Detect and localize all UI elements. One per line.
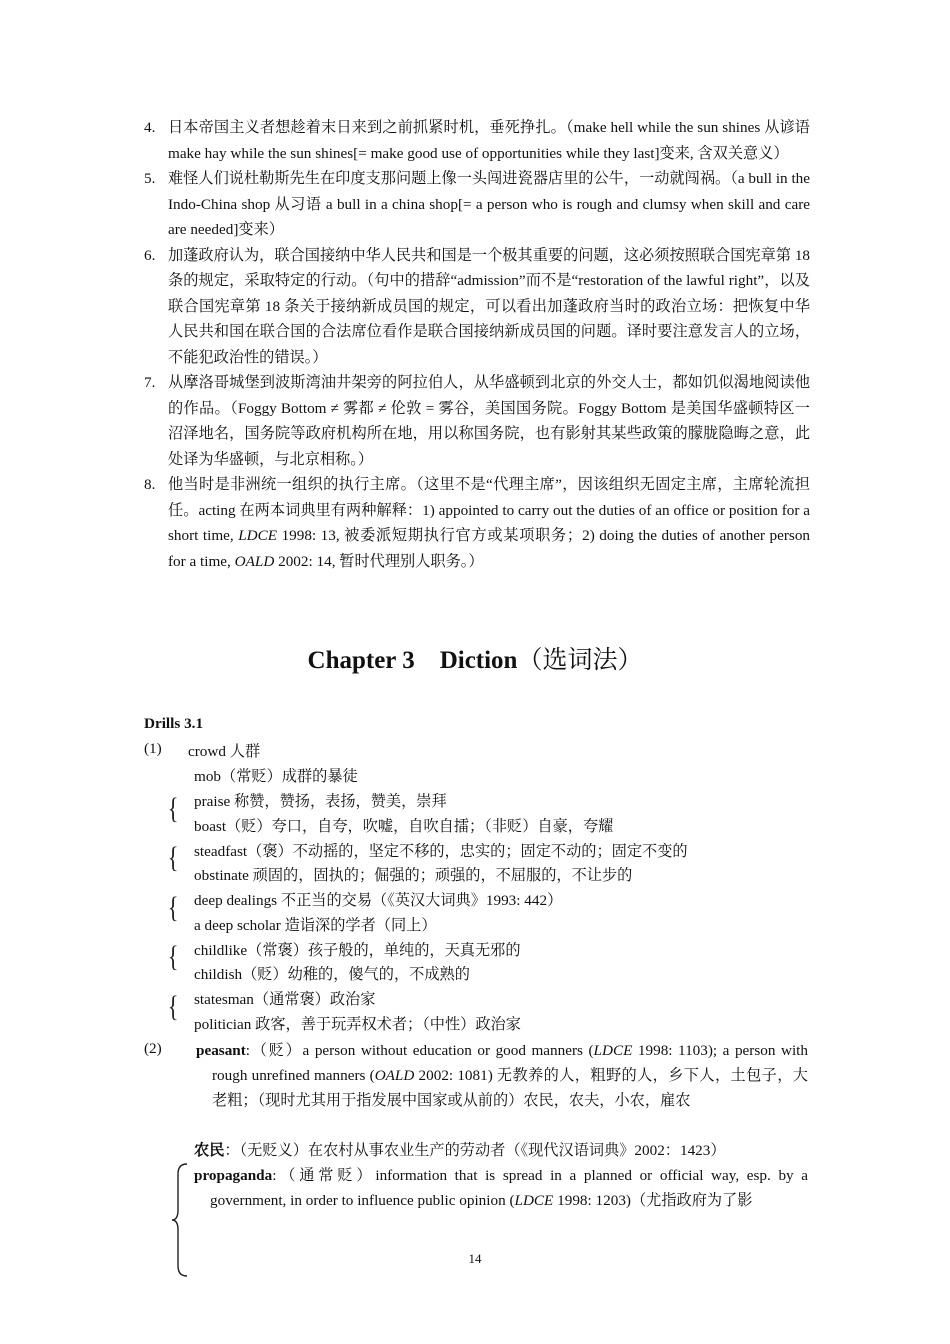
definition-part: 2002: 1081) 无教养的人，粗野的人，乡下人，土包子，大老粗；（现时尤其用于指发展中国家或从前的）农民，农夫，小农，雇农 — [212, 1067, 808, 1109]
note-text: 加蓬政府认为，联合国接纳中华人民共和国是一个极其重要的问题，这必须按照联合国宪章第 18 条的规定，采取特定的行动。（句中的措辞“admission”而不是“restoration of the lawful right”，以及联合国宪章第 18 条关于接纳新成员国的规定，可以看出加蓬政府当时的政治立场：把恢复中华人民共和国在联合国的合法席位看作是联合国接纳新成员国的问题。译时要注意发言人的立场，不能犯政治性的错误。） — [168, 246, 810, 366]
word-steadfast: steadfast（褒）不动摇的，坚定不移的，忠实的；固定不动的；固定不变的 — [194, 843, 688, 860]
note-number: 7. — [144, 374, 156, 391]
word-politician: politician 政客，善于玩弄权术者；（中性）政治家 — [194, 1016, 521, 1033]
reference-ldce: LDCE — [238, 527, 278, 544]
headword-propaganda: propaganda — [194, 1167, 273, 1184]
definition-part: 1998: 1103); a person with rough unrefined manners ( — [212, 1042, 808, 1084]
word-childlike: childlike（常褒）孩子般的，单纯的，天真无邪的 — [194, 942, 521, 959]
note-8 — [144, 472, 810, 574]
note-text — [168, 472, 810, 574]
word-obstinate: obstinate 顽固的，固执的；倔强的；顽强的，不屈服的，不让步的 — [194, 867, 633, 884]
word-boast: boast（贬）夸口，自夸，吹嘘，自吹自擂；（非贬）自豪，夸耀 — [194, 818, 614, 835]
word-mob: mob（常贬）成群的暴徒 — [194, 768, 358, 785]
reference-oald: OALD — [374, 1067, 415, 1084]
note-number: 8. — [144, 476, 156, 493]
chapter-title-en: Chapter 3 Diction — [307, 647, 518, 674]
reference-ldce: LDCE — [514, 1192, 554, 1209]
entry-propaganda-text — [194, 1163, 808, 1213]
definition-part: ：（无贬义）在农村从事农业生产的劳动者（《现代汉语词典》2002：1423） — [224, 1142, 726, 1159]
chapter-title — [0, 640, 950, 676]
definition-part: 1998: 1203)（尤指政府为了影 — [553, 1192, 753, 1209]
reference-ldce: LDCE — [593, 1042, 633, 1059]
brace-icon: { — [167, 841, 179, 874]
note-number: 4. — [144, 119, 156, 136]
word-deep-scholar: a deep scholar 造诣深的学者（同上） — [194, 917, 437, 934]
note-7 — [144, 370, 810, 472]
entry-peasant — [196, 1038, 808, 1113]
note-text: 难怪人们说杜勒斯先生在印度支那问题上像一头闯进瓷器店里的公牛，一动就闯祸。（a bull in the Indo-China shop 从习语 a bull in a china shop[= a person who is rough and clumsy when skill and care are needed]变来） — [168, 170, 810, 238]
word-praise: praise 称赞，赞扬，表扬，赞美，崇拜 — [194, 793, 447, 810]
entry-nongmin — [194, 1139, 726, 1160]
entry-peasant-text — [196, 1038, 808, 1113]
note-number: 6. — [144, 246, 156, 264]
brace-icon: { — [167, 940, 179, 973]
note-4 — [144, 115, 810, 166]
note-text-part: 2002: 14, 暂时代理别人职务。） — [274, 552, 484, 570]
item-label: (1) — [144, 740, 162, 757]
brace-icon: { — [167, 990, 179, 1023]
word-deep-dealings: deep dealings 不正当的交易（《英汉大词典》1993: 442） — [194, 892, 563, 909]
entry-propaganda — [194, 1163, 808, 1213]
note-5 — [144, 166, 810, 243]
definition-part: :（贬）a person without education or good manners ( — [245, 1042, 594, 1059]
reference-oald: OALD — [234, 552, 275, 570]
notes-list — [144, 115, 810, 574]
definition-part: :（通常贬）information that is spread in a planned or official way, esp. by a government, in order to influence public opinion ( — [210, 1167, 808, 1209]
note-text-part: 1998: 13, 被委派短期执行官方或某项职务；2) doing the duties of another person for a time, — [168, 527, 811, 570]
note-number: 5. — [144, 170, 156, 187]
brace-icon: { — [167, 891, 179, 924]
note-6 — [144, 243, 810, 371]
word-statesman: statesman（通常褒）政治家 — [194, 991, 376, 1008]
brace-icon: { — [167, 792, 179, 825]
item-label: (2) — [144, 1040, 162, 1057]
word-childish: childish（贬）幼稚的，傻气的，不成熟的 — [194, 966, 470, 983]
chapter-title-cn: （选词法） — [517, 647, 643, 674]
note-text-part: 他当时是非洲统一组织的执行主席。（这里不是“代理主席”，因该组织无固定主席，主席轮流担任。acting 在两本词典里有两种解释：1) appointed to carry out the duties of an office or position for a short time, — [168, 476, 810, 544]
page-number: 14 — [468, 1251, 482, 1266]
drills-heading: Drills 3.1 — [144, 715, 204, 732]
word-crowd: crowd 人群 — [188, 743, 261, 760]
note-text: 从摩洛哥城堡到波斯湾油井架旁的阿拉伯人，从华盛顿到北京的外交人士，都如饥似渴地阅读他的作品。（Foggy Bottom ≠ 雾都 ≠ 伦敦 = 雾谷，美国国务院。Foggy Bottom 是美国华盛顿特区一沼泽地名，国务院等政府机构所在地，用以称国务院，也有影射其某些政策的朦胧隐晦之意，此处译为华盛顿，与北京相称。） — [168, 374, 810, 468]
headword-peasant: peasant — [196, 1042, 246, 1059]
headword-nongmin: 农民 — [194, 1142, 225, 1159]
note-text: 日本帝国主义者想趁着末日来到之前抓紧时机，垂死挣扎。（make hell while the sun shines 从谚语 make hay while the sun shines[= make good use of opportunities while they last]变来, 含双关意义） — [168, 119, 810, 162]
